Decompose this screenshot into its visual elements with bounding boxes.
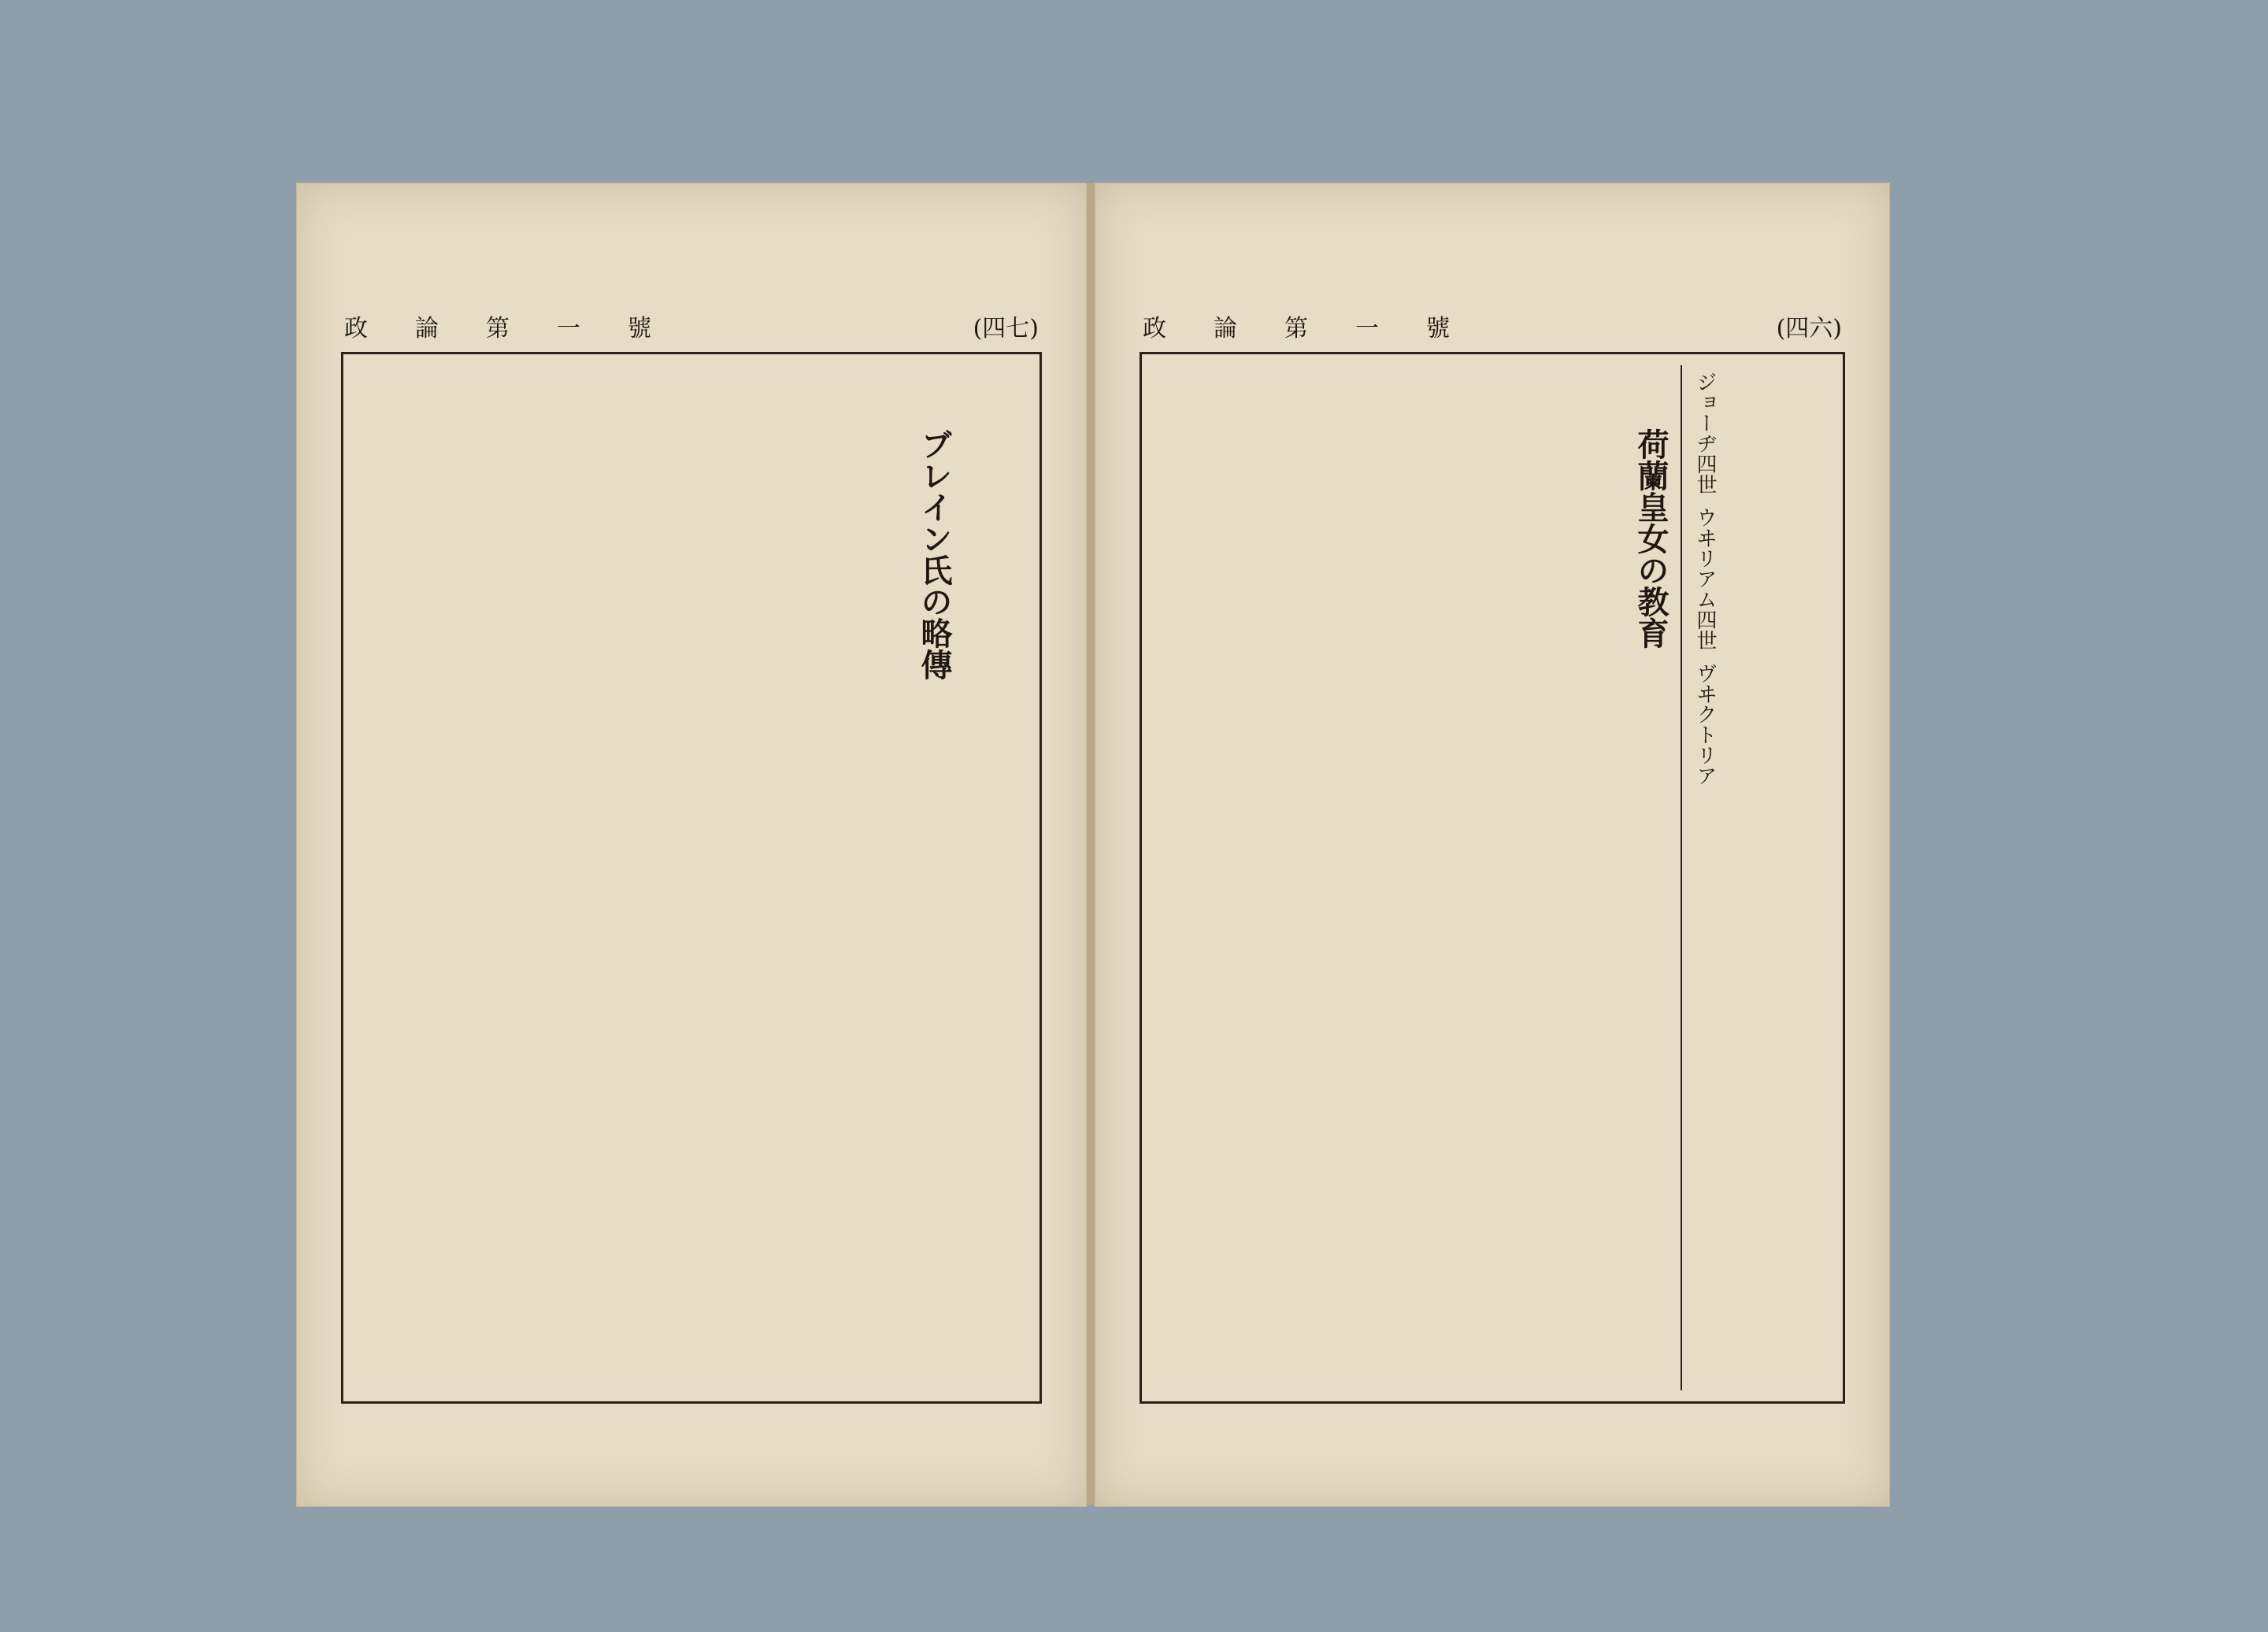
reign-table [1681,365,1832,1390]
left-page [296,183,1087,1507]
right-running-title: 政論第一號 [1143,315,1497,342]
table-row: ヴヰクトリア [1693,663,1717,786]
section-heading: 荷蘭皇女の教育 [1632,428,1670,649]
left-text-frame [341,352,1042,1404]
left-page-number: (四七) [973,315,1039,342]
left-running-title: 政論第一號 [344,315,699,342]
right-page-header [1143,306,1842,346]
right-page-number: (四六) [1776,315,1842,342]
table-row: ジョーヂ四世 [1693,372,1717,494]
section-heading: ブレイン氏の略傳 [916,428,953,680]
left-page-header [344,306,1039,346]
right-text-frame [1140,352,1845,1404]
body-column [953,365,991,1390]
right-page [1095,183,1890,1507]
right-text-columns [1153,365,1670,1390]
left-text-columns [354,365,1028,1390]
body-column [991,365,1028,1390]
table-row: ウヰリアム四世 [1693,507,1717,650]
